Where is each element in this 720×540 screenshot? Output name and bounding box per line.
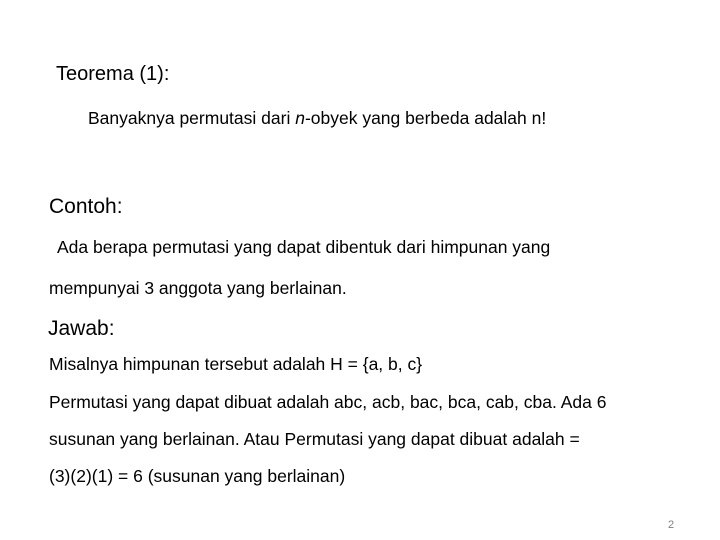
answer-text-line-1: Misalnya himpunan tersebut adalah H = {a, b, c}	[49, 354, 423, 374]
example-text-line-2: mempunyai 3 anggota yang berlainan.	[49, 278, 347, 298]
theorem-statement-variable: n	[295, 108, 305, 128]
page-number: 2	[668, 519, 675, 531]
theorem-statement	[88, 110, 546, 128]
theorem-title: Teorema (1):	[56, 63, 170, 85]
theorem-statement-before: Banyaknya permutasi dari	[88, 108, 296, 128]
answer-text-line-4: (3)(2)(1) = 6 (susunan yang berlainan)	[49, 466, 346, 486]
example-title: Contoh:	[49, 195, 123, 218]
theorem-statement-after: -obyek yang berbeda adalah n!	[304, 108, 547, 128]
answer-text-line-3: susunan yang berlainan. Atau Permutasi yang dapat dibuat adalah =	[49, 429, 580, 449]
answer-text-line-2: Permutasi yang dapat dibuat adalah abc, acb, bac, bca, cab, cba. Ada 6	[49, 392, 607, 412]
answer-title: Jawab:	[48, 317, 115, 340]
example-text-line-1: Ada berapa permutasi yang dapat dibentuk dari himpunan yang	[57, 237, 551, 257]
